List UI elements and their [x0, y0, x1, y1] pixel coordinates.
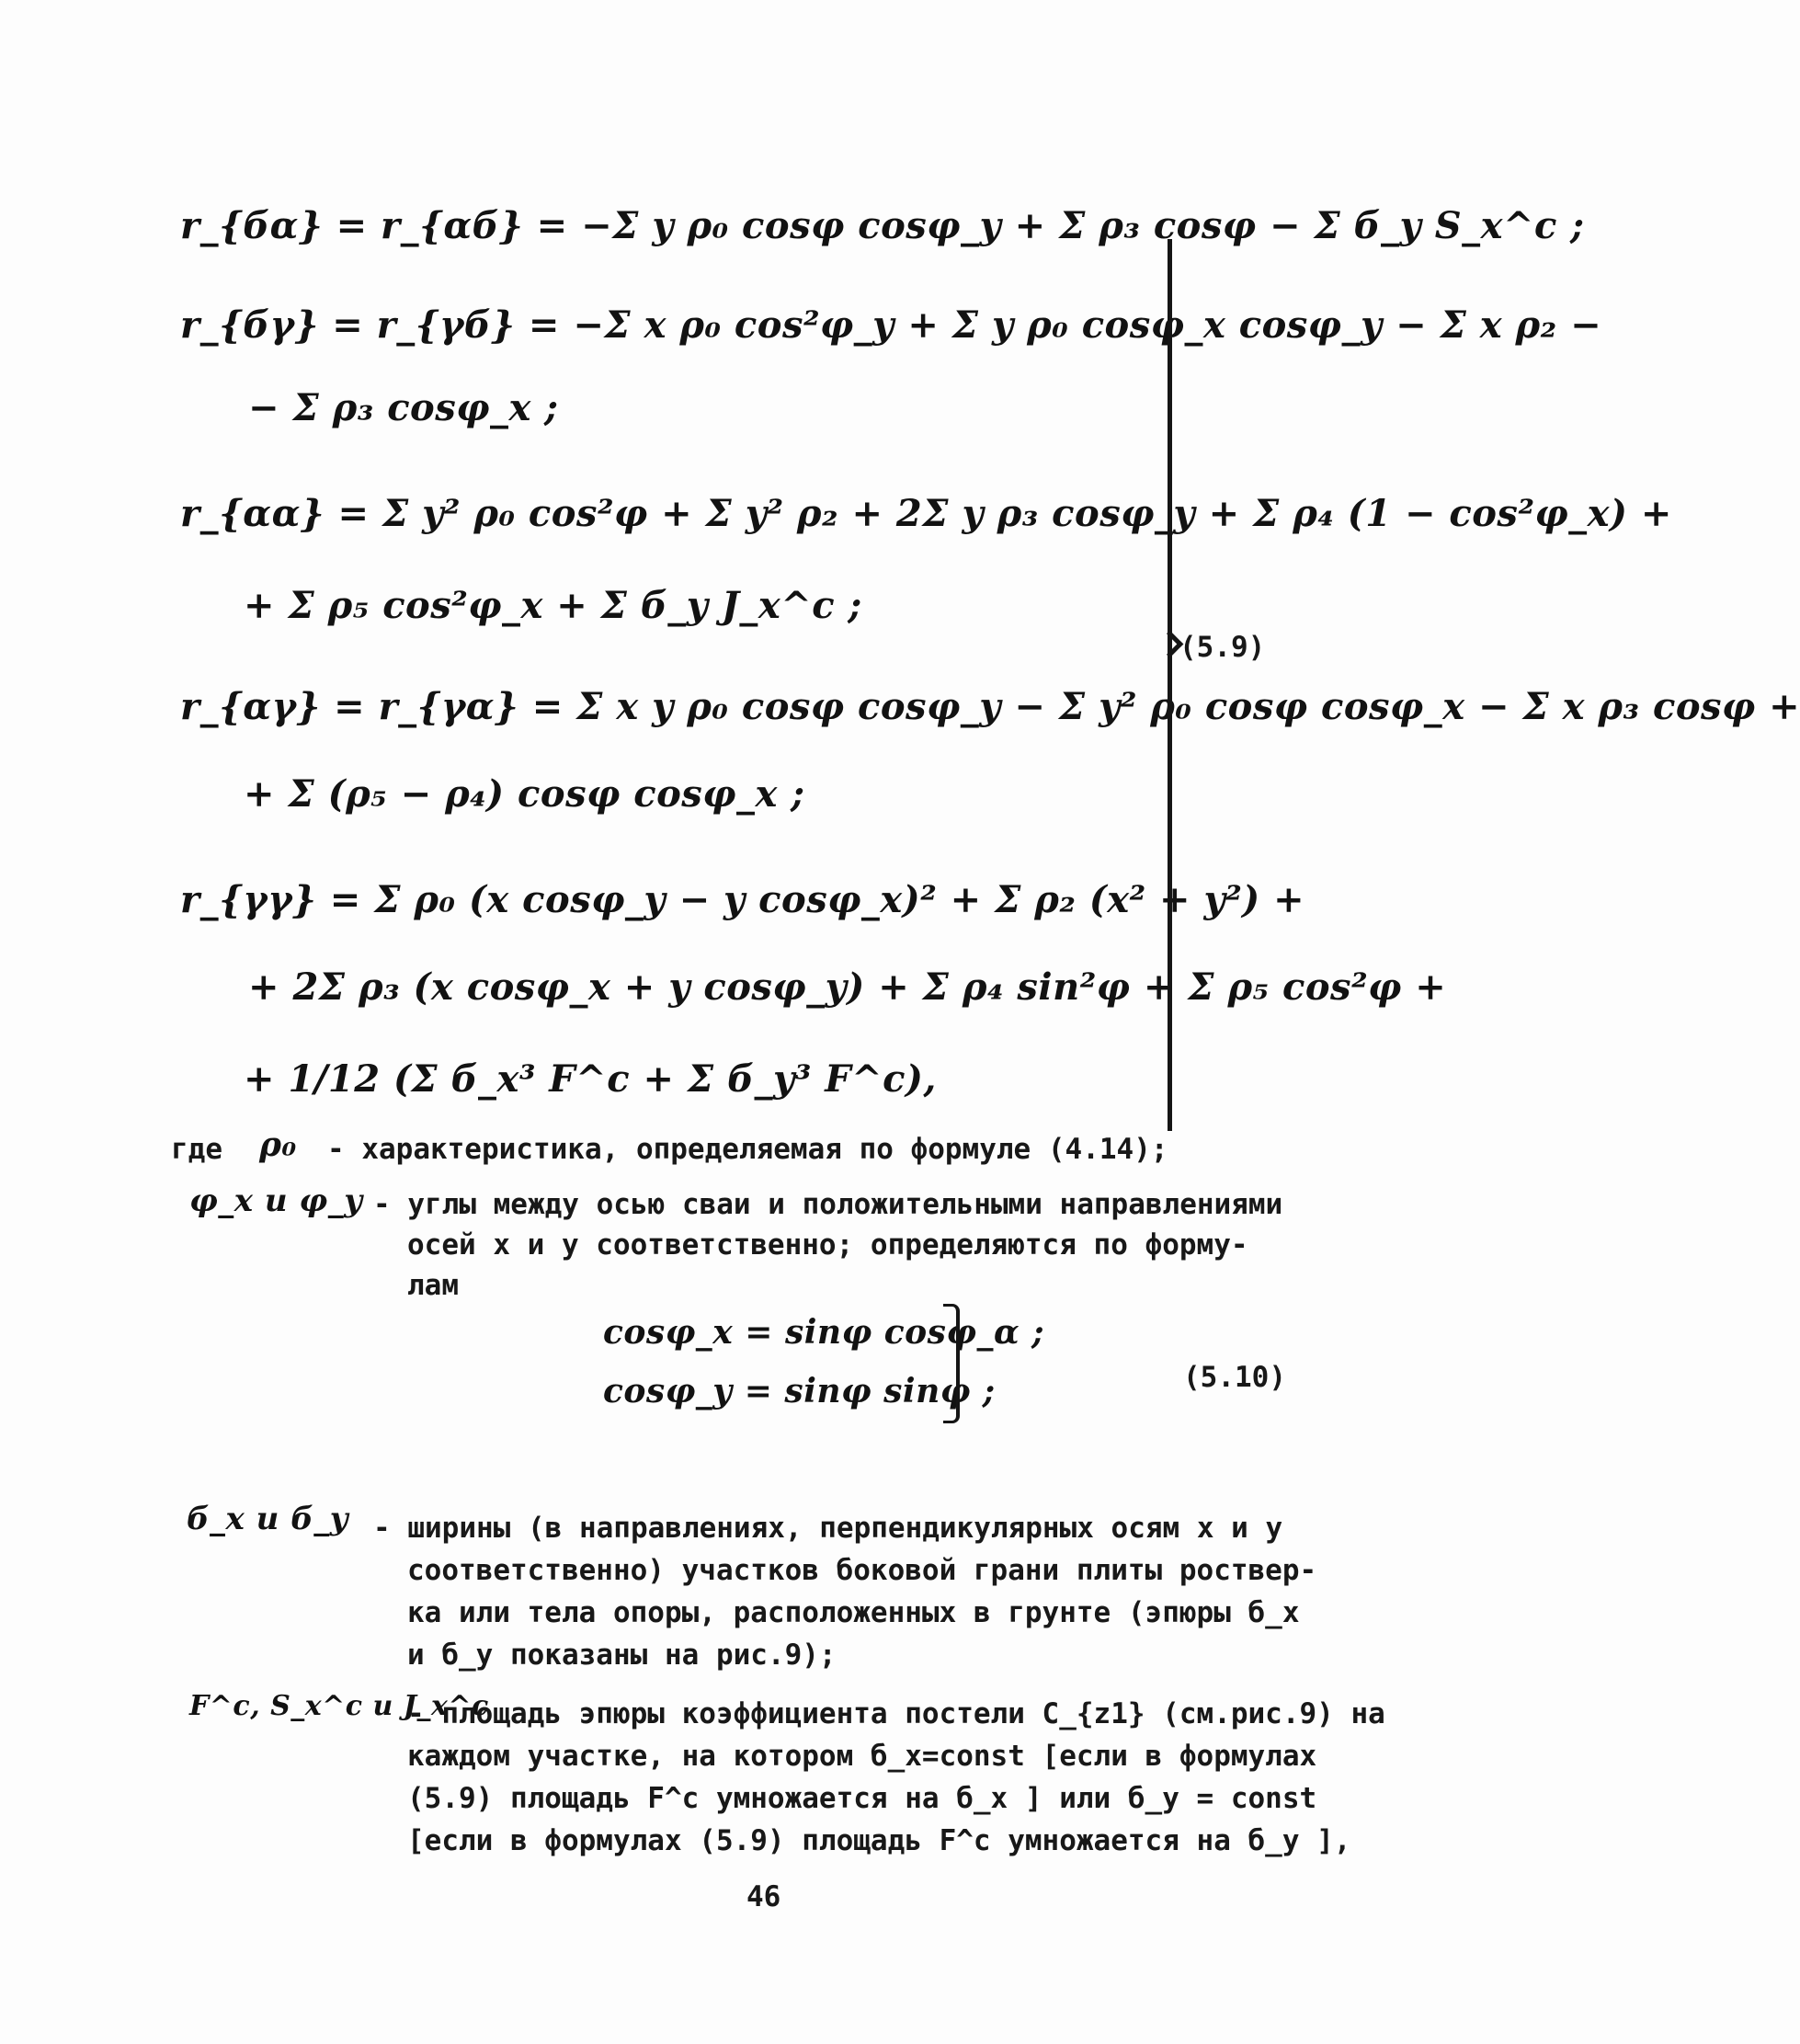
- page-number: 46: [746, 1880, 781, 1913]
- b-definition-line-2: соответственно) участков боковой грани плиты роствер-: [407, 1554, 1317, 1587]
- f-s-j-symbols: F^c, S_x^c и J_x^c: [189, 1690, 489, 1722]
- phi-definition-line-3: лам: [407, 1269, 459, 1302]
- phi-definition-line-2: осей x и y соответственно; определяются по форму-: [407, 1228, 1248, 1262]
- rho0-symbol: ρ₀: [259, 1125, 297, 1164]
- where-word: где: [171, 1133, 222, 1166]
- f-definition-line-4: [если в формулах (5.9) площадь F^c умножается на б_y ],: [407, 1824, 1351, 1857]
- eq-5-9-line-9: + 2Σ ρ₃ (x cosφ_x + y cosφ_y) + Σ ρ₄ sin²φ + Σ ρ₅ cos²φ +: [248, 965, 1447, 1009]
- phi-definition-line-1: - углы между осью сваи и положительными направлениями: [373, 1188, 1283, 1221]
- b-definition-line-4: и б_y показаны на рис.9);: [407, 1639, 837, 1672]
- eq-5-9-line-10: + 1/12 (Σ б_x³ F^c + Σ б_y³ F^c),: [244, 1057, 937, 1101]
- f-definition-line-3: (5.9) площадь F^c умножается на б_x ] или б_y = const: [407, 1782, 1317, 1815]
- eq-5-9-line-8: r_{γγ} = Σ ρ₀ (x cosφ_y − y cosφ_x)² + Σ ρ₂ (x² + y²) +: [180, 878, 1305, 921]
- phi-symbols: φ_x и φ_y: [189, 1182, 363, 1219]
- f-definition-line-1: - площадь эпюры коэффициента постели C_{z1} (см.рис.9) на: [407, 1697, 1385, 1730]
- eq-5-10-number: (5.10): [1183, 1361, 1286, 1394]
- eq-5-9-line-1: r_{бα} = r_{αб} = −Σ y ρ₀ cosφ cosφ_y + Σ ρ₃ cosφ − Σ б_y S_x^c ;: [180, 204, 1585, 247]
- f-definition-line-2: каждом участке, на котором б_x=const [если в формулах: [407, 1740, 1317, 1773]
- b-symbols: б_x и б_y: [187, 1501, 349, 1537]
- eq-5-9-line-3: − Σ ρ₃ cosφ_x ;: [248, 386, 559, 429]
- equation-brace-small: [943, 1304, 960, 1423]
- eq-5-9-line-6: r_{αγ} = r_{γα} = Σ x y ρ₀ cosφ cosφ_y − Σ y² ρ₀ cosφ cosφ_x − Σ x ρ₃ cosφ +: [180, 685, 1800, 728]
- eq-5-10-line-1: cosφ_x = sinφ cosφ_α ;: [603, 1313, 1044, 1352]
- equation-brace: [1168, 239, 1186, 1131]
- eq-5-9-line-5: + Σ ρ₅ cos²φ_x + Σ б_y J_x^c ;: [244, 584, 862, 627]
- eq-5-9-line-7: + Σ (ρ₅ − ρ₄) cosφ cosφ_x ;: [244, 772, 805, 816]
- eq-5-9-number: (5.9): [1179, 631, 1266, 664]
- b-definition-line-3: ка или тела опоры, расположенных в грунте (эпюры б_x: [407, 1596, 1300, 1629]
- eq-5-9-line-2: r_{бγ} = r_{γб} = −Σ x ρ₀ cos²φ_y + Σ y ρ₀ cosφ_x cosφ_y − Σ x ρ₂ −: [180, 303, 1602, 347]
- eq-5-10-line-2: cosφ_y = sinφ sinφ ;: [603, 1372, 996, 1410]
- eq-5-9-line-4: r_{αα} = Σ y² ρ₀ cos²φ + Σ y² ρ₂ + 2Σ y ρ₃ cosφ_y + Σ ρ₄ (1 − cos²φ_x) +: [180, 492, 1672, 535]
- b-definition-line-1: - ширины (в направлениях, перпендикулярных осям x и y: [373, 1512, 1283, 1545]
- rho0-definition: - характеристика, определяемая по формуле (4.14);: [327, 1133, 1168, 1166]
